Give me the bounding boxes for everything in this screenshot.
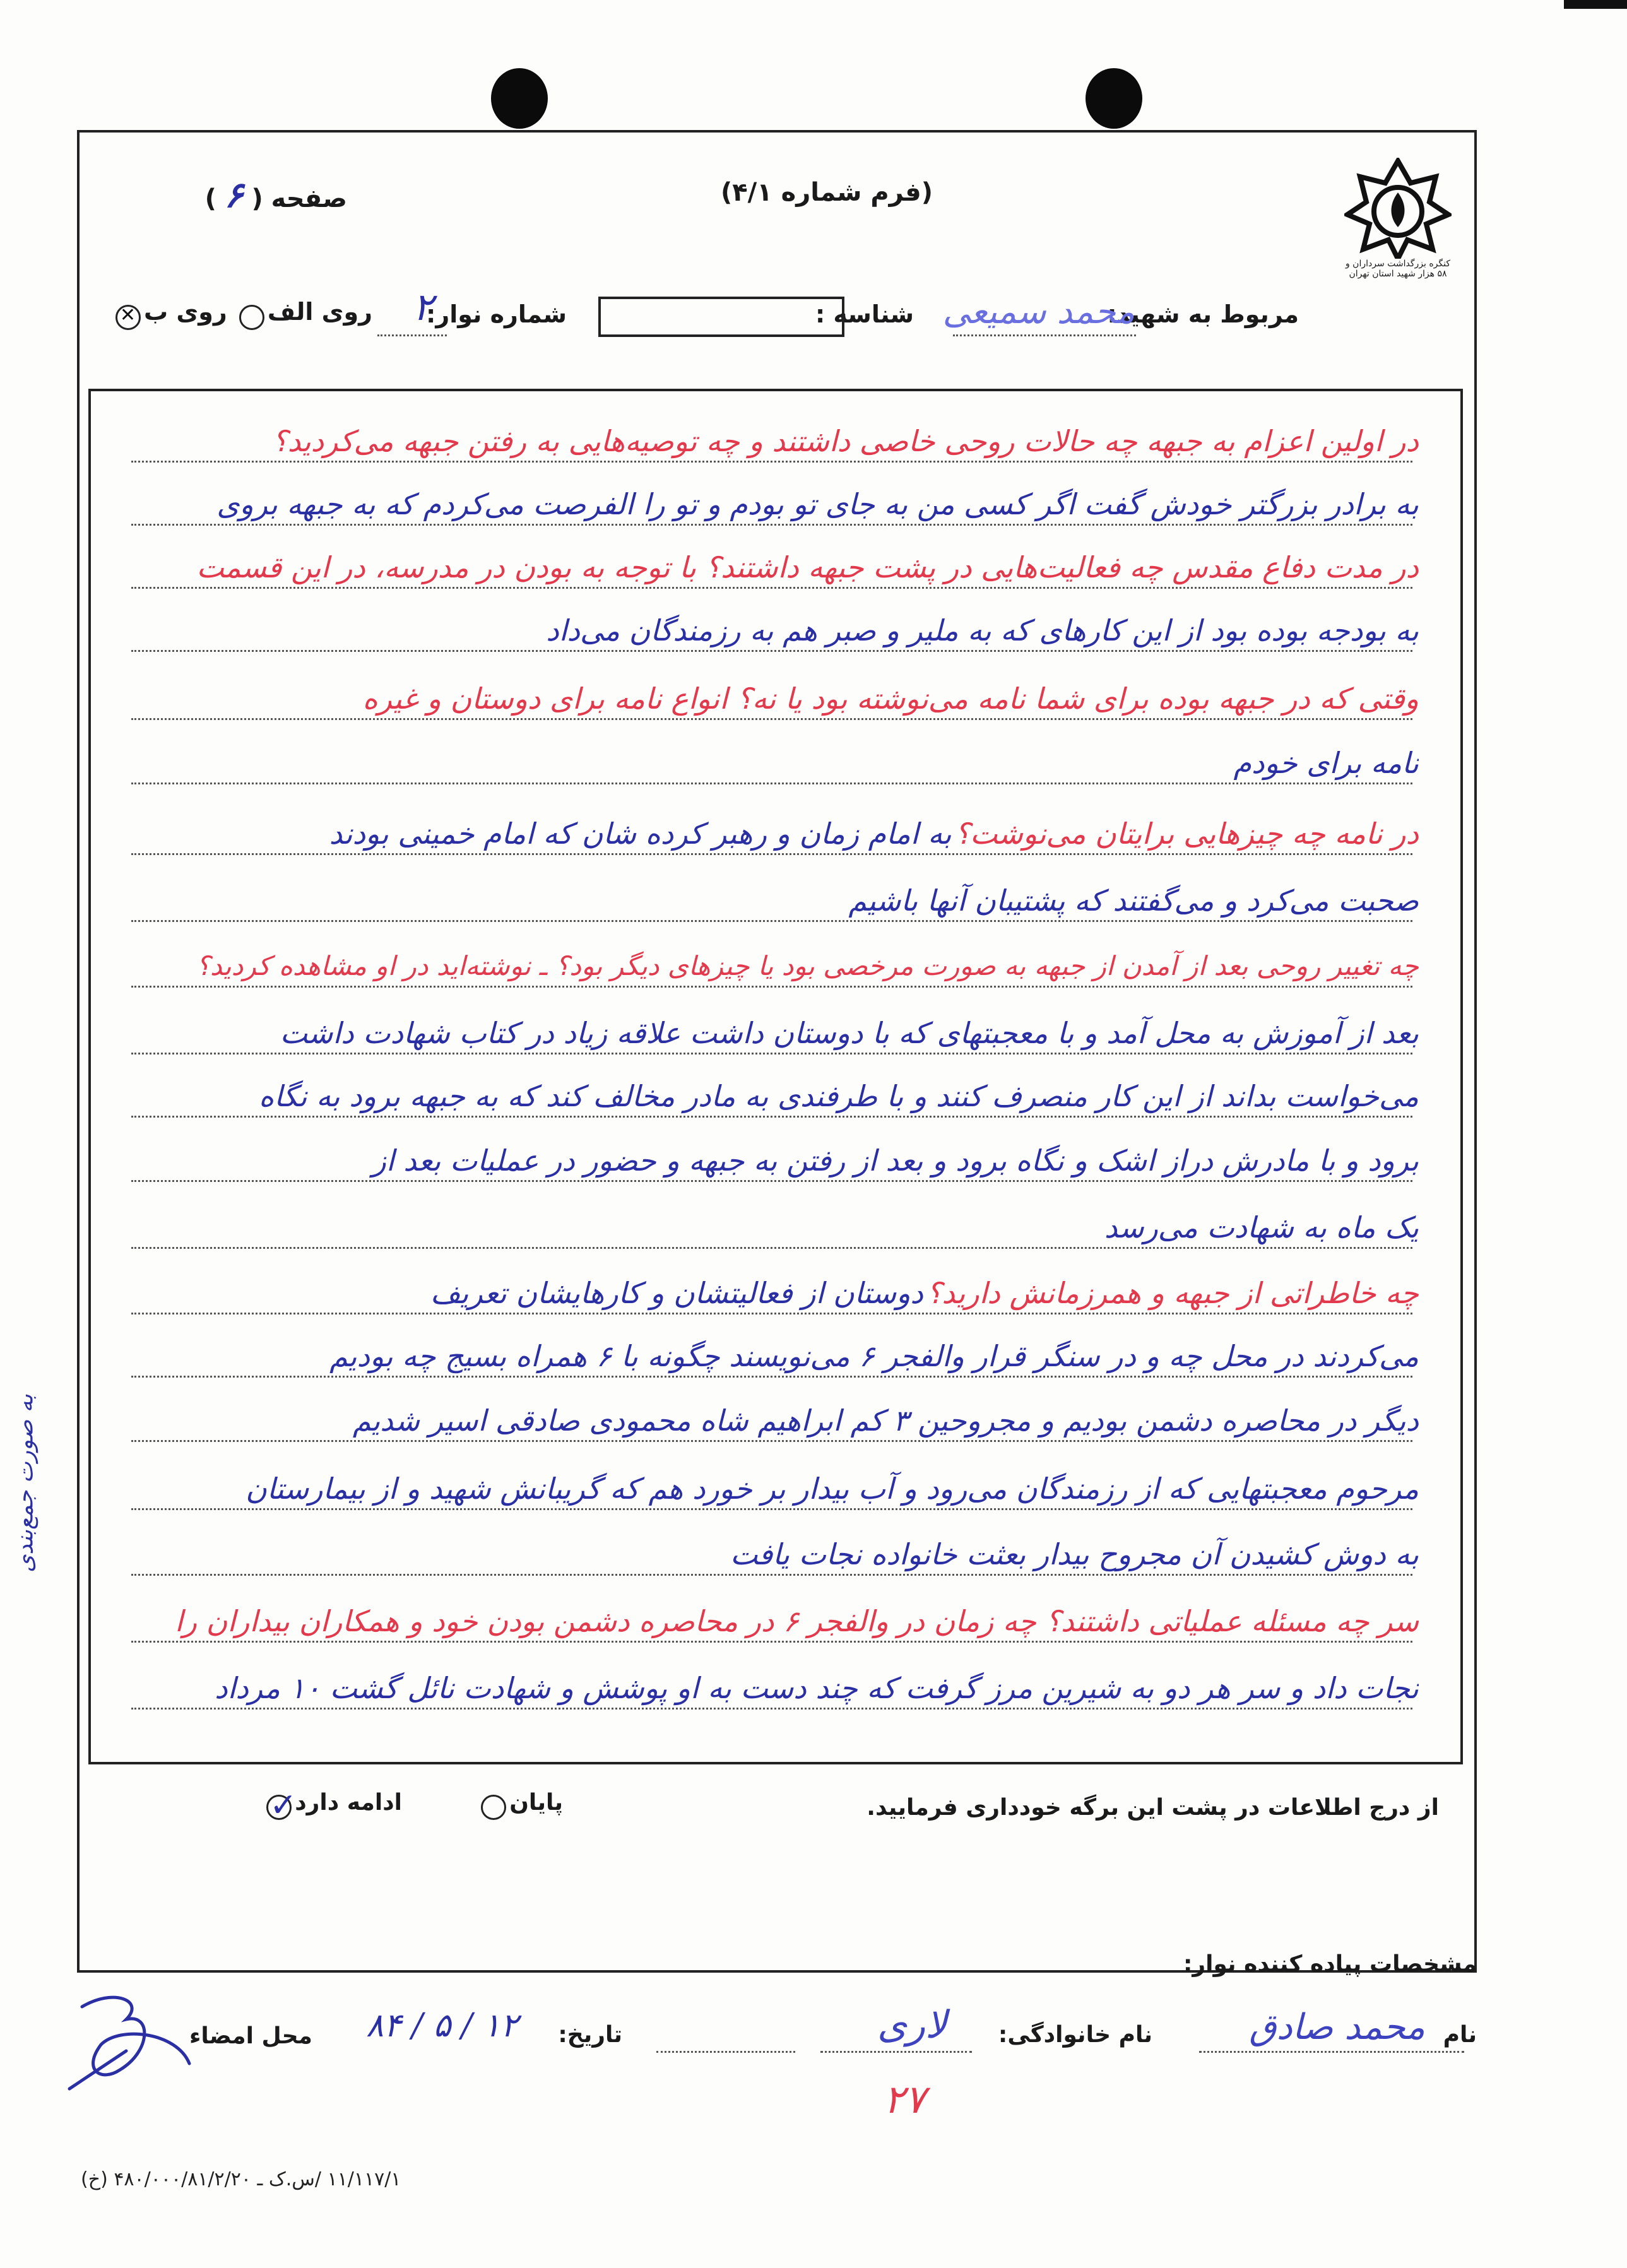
implementer-note: ۲۷ [884, 2076, 926, 2122]
body-line: در اولین اعزام به جبهه چه حالات روحی خاصی داشتند و چه توصیه‌هایی به رفتن جبهه می‌کردید؟ [272, 424, 1419, 458]
page-number: ۶ [224, 174, 244, 216]
margin-note: به صورت جمع‌بندی [12, 1394, 38, 1573]
body-line: چه تغییر روحی بعد از آمدن از جبهه به صورت مرخصی بود یا چیزهای دیگر بود؟ ـ نوشته‌اید در او مشاهده کردید؟ [196, 950, 1419, 981]
body-line: در مدت دفاع مقدس چه فعالیت‌هایی در پشت جبهه داشتند؟ با توجه به بودن در مدرسه، در این قسمت [196, 550, 1419, 584]
implementer-title: مشخصات پیاده کننده نوار: [1183, 1951, 1477, 1977]
side-selector [107, 298, 372, 330]
body-line: به بودجه بوده بود از این کارهای که به ملیر و صبر هم به رزمندگان می‌داد [546, 613, 1419, 647]
side-a-radio[interactable] [239, 305, 264, 330]
page-label: صفحه [271, 184, 347, 213]
body-line: به دوش کشیدن آن مجروح بیدار بعثت خانواده نجات یافت [730, 1537, 1419, 1571]
body-line: می‌خواست بداند از این کار منصرف کنند و با طرفندی به مادر مخالف کند که به جبهه برود به نگاه [259, 1079, 1419, 1113]
continues-radio[interactable] [266, 1795, 292, 1820]
side-b-label: روی ب [143, 298, 227, 326]
body-line-question: در نامه چه چیزهایی برایتان می‌نوشت؟ [954, 817, 1419, 851]
end-radio[interactable] [481, 1795, 506, 1820]
date-underline [656, 2051, 795, 2053]
body-line-answer: دوستان از فعالیتشان و کارهایشان تعریف [430, 1276, 923, 1310]
body-line: نجات داد و سر هر دو به شیرین مرز گرفت که چند دست به او پوشش و شهادت نائل گشت ۱۰ مرداد [215, 1671, 1419, 1705]
logo-text: کنگره بزرگداشت سرداران و ۵۸ هزار شهید استان تهران [1345, 259, 1451, 279]
tape-number-value: ۲ [412, 285, 434, 329]
form-title: (فرم شماره ۴/۱) [720, 178, 933, 207]
implementer-name-value: محمد صادق [1249, 2007, 1425, 2048]
date-label: تاریخ: [558, 2022, 622, 2048]
martyr-name-underline [953, 334, 1136, 336]
body-line: صحبت می‌کرد و می‌گفتند که پشتیبان آنها باشیم [848, 883, 1419, 918]
side-b-radio[interactable] [115, 305, 141, 330]
continues-label: ادامه دارد [295, 1790, 403, 1816]
body-line: بعد از آموزش به محل آمد و با معجبتهای که با دوستان داشت علاقه زیاد در کتاب شهادت داشت [280, 1016, 1419, 1050]
id-input[interactable] [598, 297, 844, 337]
name-underline [1199, 2051, 1464, 2053]
body-line: یک ماه به شهادت می‌رسد [1104, 1210, 1419, 1244]
body-line-answer: به امام زمان و رهبر کرده شان که امام خمینی بودند [329, 817, 952, 851]
body-line: به برادر بزرگتر خودش گفت اگر کسی من به جای تو بودم و تو را الفرصت می‌کردم که به جبهه بروی [216, 487, 1419, 521]
body-line: نامه برای خودم [1233, 746, 1419, 780]
signature-label: محل امضاء [189, 2023, 312, 2049]
body-line: سر چه مسئله عملیاتی داشتند؟ چه زمان در والفجر ۶ در محاصره دشمن بودن خود و همکاران بیداران را [174, 1604, 1419, 1638]
implementer-name-label: نام [1443, 2022, 1477, 2048]
martyr-name: محمد سمیعی [942, 292, 1135, 331]
body-line: دیگر در محاصره دشمن بودیم و مجروحین ۳ کم ابراهیم شاه محمودی صادقی اسیر شدیم [352, 1403, 1419, 1438]
body-line-mixed [157, 812, 1419, 856]
body-line-mixed [157, 1271, 1419, 1315]
page-indicator: صفحه ( ۶ ) [204, 174, 347, 216]
status-selector [235, 1790, 563, 1820]
punch-hole-left [491, 68, 548, 129]
signature [57, 1975, 215, 2101]
family-label: نام خانوادگی: [998, 2022, 1152, 2048]
tape-number-underline [377, 334, 447, 336]
side-a-label: روی الف [267, 298, 372, 326]
body-line: وقتی که در جبهه بوده برای شما نامه می‌نوشته بود یا نه؟ انواع نامه برای دوستان و غیره [362, 682, 1419, 716]
body-line-question: چه خاطراتی از جبهه و همرزمانش دارید؟ [926, 1276, 1419, 1310]
family-value: لاری [877, 2003, 947, 2047]
logo [1344, 158, 1452, 278]
family-underline [820, 2051, 972, 2053]
date-value: ۸۴ / ۵ / ۱۲ [366, 2007, 518, 2045]
form-code: ۱۱/۱۱۷/۱ /س.ک ـ ۴۸۰/۰۰۰/۸۱/۲/۲۰ (خ) [81, 2168, 401, 2190]
body-line: برود و با مادرش دراز اشک و نگاه برود و بعد از رفتن به جبهه و حضور در عملیات بعد از [372, 1143, 1419, 1178]
tape-number-label: شماره نوار: [426, 300, 567, 328]
back-page-notice: از درج اطلاعات در پشت این برگه خودداری فرمایید. [867, 1795, 1439, 1821]
martyr-emblem-icon [1344, 158, 1452, 259]
top-edge-mark [1564, 0, 1627, 9]
related-martyr-label: مربوط به شهید: [1107, 300, 1299, 328]
body-line: می‌کردند در محل چه و در سنگر قرار والفجر ۶ می‌نویسند چگونه با ۶ همراه بسیج چه بودیم [329, 1339, 1419, 1373]
id-label: شناسه : [815, 300, 914, 328]
signature-scribble-icon [57, 1975, 215, 2101]
punch-hole-right [1086, 68, 1142, 129]
body-line: مرحوم معجبتهایی که از رزمندگان می‌رود و آب بیدار بر خورد هم که گریبانش شهید و از بیمارستان [246, 1472, 1419, 1506]
end-label: پایان [509, 1790, 563, 1816]
